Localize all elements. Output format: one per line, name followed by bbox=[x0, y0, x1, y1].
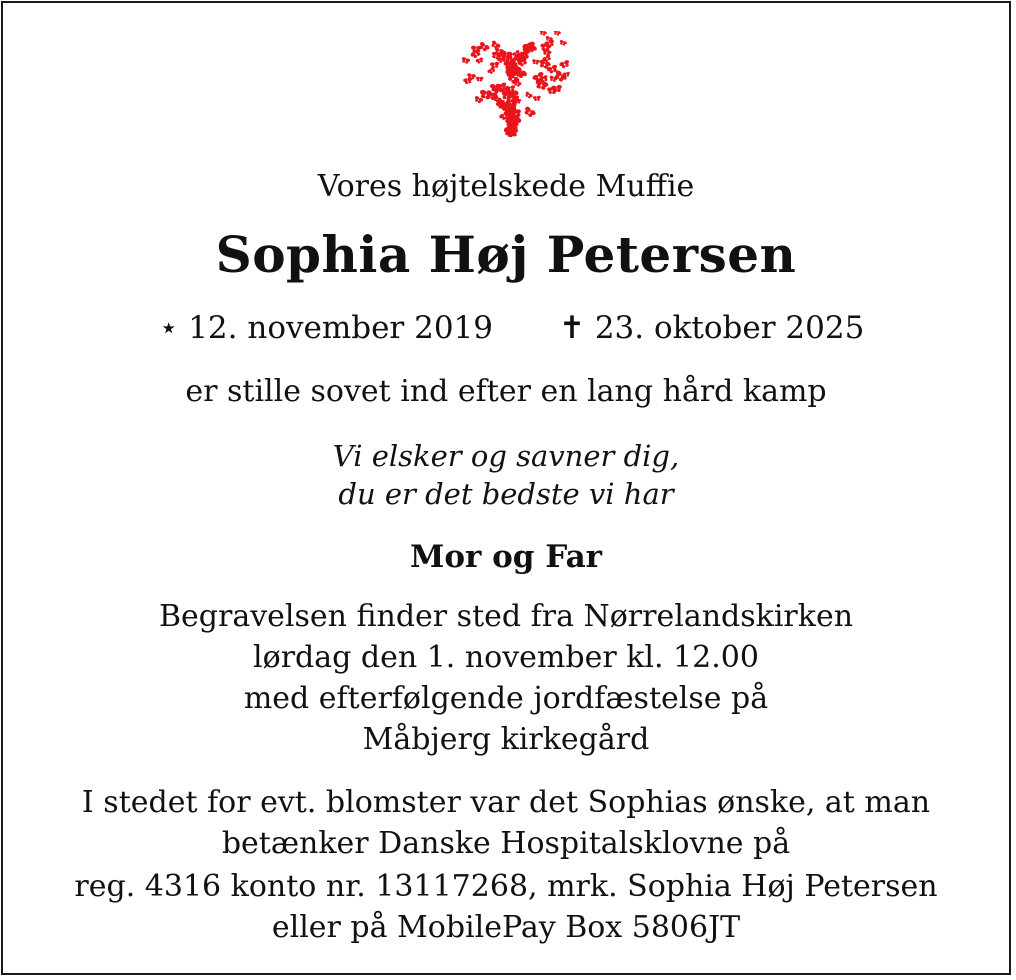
butterfly-mark bbox=[553, 31, 561, 36]
funeral-line-4: Måbjerg kirkegård bbox=[362, 722, 650, 757]
butterfly-mark bbox=[559, 40, 567, 47]
donation-line-2: betænker Danske Hospitalsklovne på bbox=[221, 826, 791, 861]
signature: Mor og Far bbox=[410, 539, 602, 575]
intro-text: Vores højtelskede Muffie bbox=[317, 169, 695, 204]
verse-line-1: Vi elsker og savner dig, bbox=[332, 439, 680, 473]
donation-line-4: eller på MobilePay Box 5806JT bbox=[271, 910, 741, 945]
butterfly-mark bbox=[475, 57, 484, 65]
butterfly-mark bbox=[461, 57, 471, 65]
funeral-line-1: Begravelsen finder sted fra Nørrelandskirken bbox=[158, 599, 854, 634]
donation-line-3: reg. 4316 konto nr. 13117268, mrk. Sophia Høj Petersen bbox=[74, 869, 938, 904]
butterfly-mark bbox=[490, 61, 500, 68]
funeral-line-3: med efterfølgende jordfæstelse på bbox=[243, 681, 769, 716]
butterfly-mark bbox=[539, 31, 547, 36]
death-date: ✝ 23. oktober 2025 bbox=[559, 310, 865, 346]
deceased-name: Sophia Høj Petersen bbox=[215, 225, 797, 284]
birth-date: ⋆ 12. november 2019 bbox=[158, 310, 493, 346]
funeral-line-2: lørdag den 1. november kl. 12.00 bbox=[253, 640, 759, 675]
obituary-notice bbox=[1, 1, 1011, 975]
butterfly-mark bbox=[522, 106, 536, 119]
passing-text: er stille sovet ind efter en lang hård kamp bbox=[185, 374, 827, 409]
butterfly-mark bbox=[476, 77, 483, 82]
butterfly-mark bbox=[532, 59, 540, 65]
butterfly-heart-icon bbox=[445, 31, 577, 143]
butterfly-mark bbox=[533, 96, 541, 101]
verse-line-2: du er det bedste vi har bbox=[338, 477, 674, 511]
donation-line-1: I stedet for evt. blomster var det Sophias ønske, at man bbox=[81, 785, 931, 820]
butterfly-mark bbox=[559, 59, 571, 69]
butterfly-mark bbox=[524, 91, 533, 99]
